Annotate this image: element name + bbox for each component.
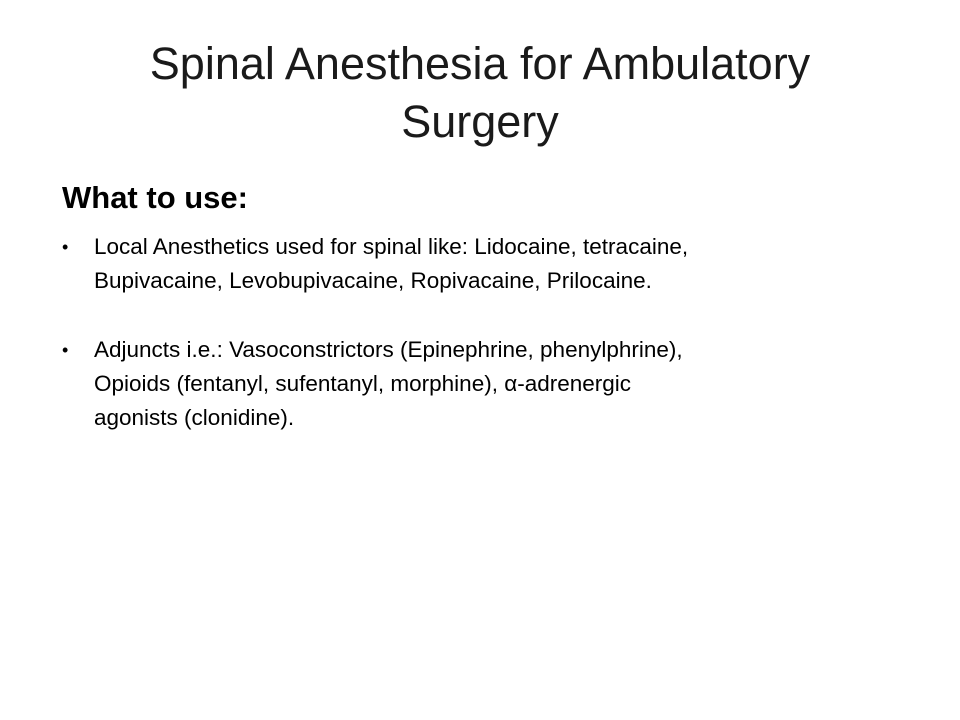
bullet-text-line: agonists (clonidine). bbox=[94, 405, 295, 430]
bullet-dot-icon: • bbox=[62, 237, 69, 257]
bullet-item-local-anesthetics bbox=[62, 230, 922, 298]
slide-content bbox=[62, 178, 922, 470]
bullet-dot-icon: • bbox=[62, 340, 69, 360]
bullet-text-line: Bupivacaine, Levobupivacaine, Ropivacaine, Prilocaine. bbox=[94, 268, 652, 293]
section-heading: What to use: bbox=[62, 180, 248, 215]
bullet-list bbox=[62, 230, 922, 435]
slide-title-line-2: Surgery bbox=[401, 96, 559, 147]
bullet-text-line: Opioids (fentanyl, sufentanyl, morphine), α-adrenergic bbox=[94, 371, 632, 396]
slide-title bbox=[60, 35, 900, 151]
bullet-text-line: Local Anesthetics used for spinal like: Lidocaine, tetracaine, bbox=[94, 234, 689, 259]
bullet-item-adjuncts bbox=[62, 333, 922, 435]
bullet-text-line: Adjuncts i.e.: Vasoconstrictors (Epinephrine, phenylphrine), bbox=[94, 337, 683, 362]
slide-title-line-1: Spinal Anesthesia for Ambulatory bbox=[149, 38, 811, 89]
